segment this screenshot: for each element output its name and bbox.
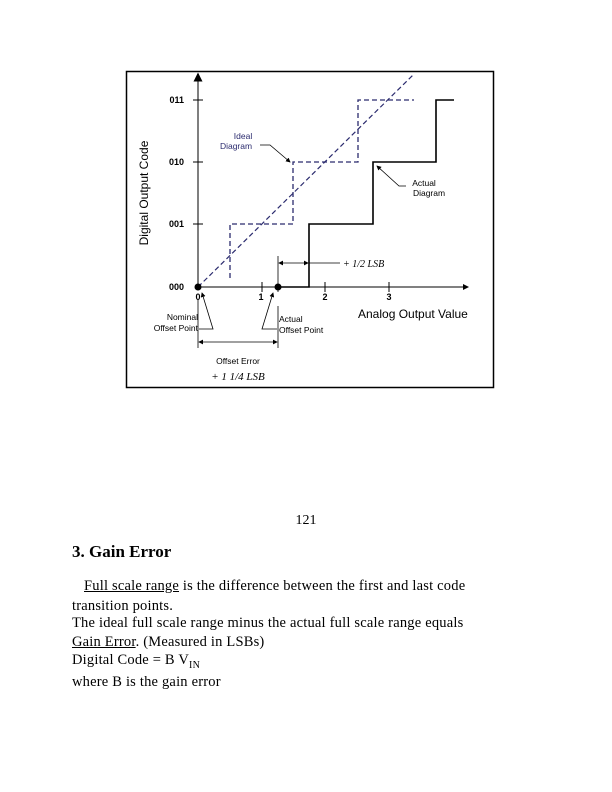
y-tick-000: 000	[168, 282, 184, 292]
nominal-offset-label: Nominal	[166, 312, 198, 322]
full-scale-range-term: Full scale range	[84, 578, 180, 594]
actual-label: Actual	[412, 178, 436, 188]
formula-main: Digital Code = B V	[72, 652, 190, 668]
figure-frame	[127, 72, 494, 388]
paragraph-line-3: The ideal full scale range minus the actual full scale range equals	[72, 615, 464, 631]
actual-offset-label: Actual	[279, 314, 303, 324]
paragraph-line-2: transition points.	[72, 598, 174, 614]
offset-error-label: Offset Error	[216, 356, 260, 366]
x-tick-2: 2	[322, 292, 328, 302]
half-lsb-label: + 1/2 LSB	[343, 259, 385, 270]
ideal-label: Ideal	[233, 131, 253, 141]
x-tick-3: 3	[386, 292, 392, 302]
p4-rest: . (Measured in LSBs)	[135, 634, 265, 650]
y-axis-label: Digital Output Code	[137, 140, 151, 246]
nominal-offset-label-2: Offset Point	[153, 323, 198, 333]
y-tick-001: 001	[168, 219, 184, 229]
paragraph-line-1	[84, 578, 465, 595]
formula-line	[72, 652, 200, 671]
paragraph-line-4	[72, 634, 264, 651]
x-axis-label: Analog Output Value	[358, 307, 468, 321]
x-tick-1: 1	[258, 292, 264, 302]
offset-error-value: + 1 1/4 LSB	[211, 371, 265, 383]
page-number: 121	[295, 513, 317, 528]
p1-rest: is the difference between the first and last code	[179, 578, 466, 594]
y-tick-011: 011	[169, 95, 184, 105]
ideal-label-2: Diagram	[219, 141, 253, 151]
formula-subscript: IN	[189, 660, 200, 671]
actual-label-2: Diagram	[412, 188, 446, 198]
x-tick-0: 0	[195, 292, 201, 302]
actual-offset-label-2: Offset Point	[279, 325, 324, 335]
paragraph-line-6: where B is the gain error	[72, 674, 221, 690]
gain-error-term: Gain Error	[72, 634, 136, 650]
y-tick-010: 010	[168, 157, 184, 167]
nominal-offset-point	[195, 284, 202, 291]
section-heading: 3. Gain Error	[72, 542, 172, 561]
